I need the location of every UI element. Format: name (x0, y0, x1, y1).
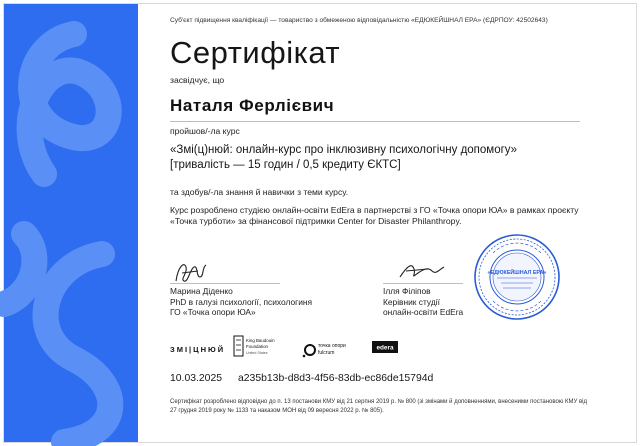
certificate-page (3, 3, 637, 443)
edera-logo-icon (370, 340, 400, 354)
svg-text:United States: United States (246, 351, 268, 355)
course-duration-line: [тривалість — 15 годин / 0,5 кредиту ЄКТС] (170, 158, 401, 171)
official-stamp-icon (473, 233, 561, 321)
legal-footnote: Сертифікат розроблено відповідно до п. 13 постанови КМУ від 21 серпня 2019 р. № 800 (зі змінами й доповненнями, внесеними постановою КМУ від 27 грудня 2019 року № 1133 та наказом МОН від 09 вересня 2022 р. № 805). (170, 399, 588, 414)
kbf-logo-icon (233, 334, 293, 362)
decorative-blue-band (4, 4, 138, 442)
certificate-id: a235b13b-d8d3-4f56-83db-ec86de15794d (238, 373, 434, 384)
svg-text:Foundation: Foundation (246, 344, 268, 349)
certificate-title: Сертифікат (170, 35, 341, 70)
signature-line-left (170, 283, 280, 284)
certificate-content (170, 4, 630, 442)
developed-text: Курс розроблено студією онлайн-освіти EdEra в партнерстві з ГО «Точка опори ЮА» в рамках проєкту «Точка турботи» за фінансової підтримки Center for Disaster Philanthropy. (170, 205, 579, 226)
signature-line-right (383, 283, 463, 284)
course-title (170, 143, 590, 172)
issue-date: 10.03.2025 (170, 373, 223, 384)
recipient-name: Наталя Ферлієвич (170, 96, 335, 115)
passed-text: пройшов/-ла курс (170, 126, 240, 136)
signer-left-name: Марина Діденко (170, 286, 233, 296)
course-title-line: «Змі(ц)нюй: онлайн-курс про інклюзивну психологічну допомогу» (170, 144, 518, 156)
svg-text:точка опори: точка опори (318, 343, 346, 349)
zminyui-logo-icon (170, 336, 226, 360)
signer-right (383, 286, 463, 318)
svg-text:ЗМІ|ЦНЮЙ: ЗМІ|ЦНЮЙ (170, 345, 226, 354)
divider (170, 121, 580, 122)
gained-text: та здобув/-ла знання й навички з теми курсу. (170, 187, 349, 197)
signer-right-org: онлайн-освіти EdEra (383, 307, 464, 318)
certifies-text: засвідчує, що (170, 75, 225, 85)
issuer-line: Суб'єкт підвищення кваліфікації — товариство з обмеженою відповідальністю «ЕДЮКЕЙШНАЛ ЕРА» (ЄДРПОУ: 42502643) (170, 17, 548, 24)
signer-left (170, 286, 312, 318)
svg-text:edera: edera (376, 344, 394, 352)
signature-left-icon (172, 259, 212, 285)
stamp-center-text: «ЕДЮКЕЙШНАЛ ЕРА» (487, 270, 547, 276)
partner-logos (170, 334, 470, 364)
svg-text:King Baudouin: King Baudouin (246, 338, 275, 343)
swirl-decoration-icon (4, 4, 138, 442)
signature-right-icon (398, 259, 446, 283)
signer-left-role: PhD в галузі психології, психологиня (170, 296, 313, 307)
signer-right-name: Ілля Філіпов (383, 286, 431, 296)
signer-left-org: ГО «Точка опори ЮА» (170, 307, 256, 318)
svg-text:fulcrum: fulcrum (318, 350, 335, 356)
signer-right-role: Керівник студії (383, 296, 440, 307)
tochka-opory-logo-icon (302, 338, 360, 358)
